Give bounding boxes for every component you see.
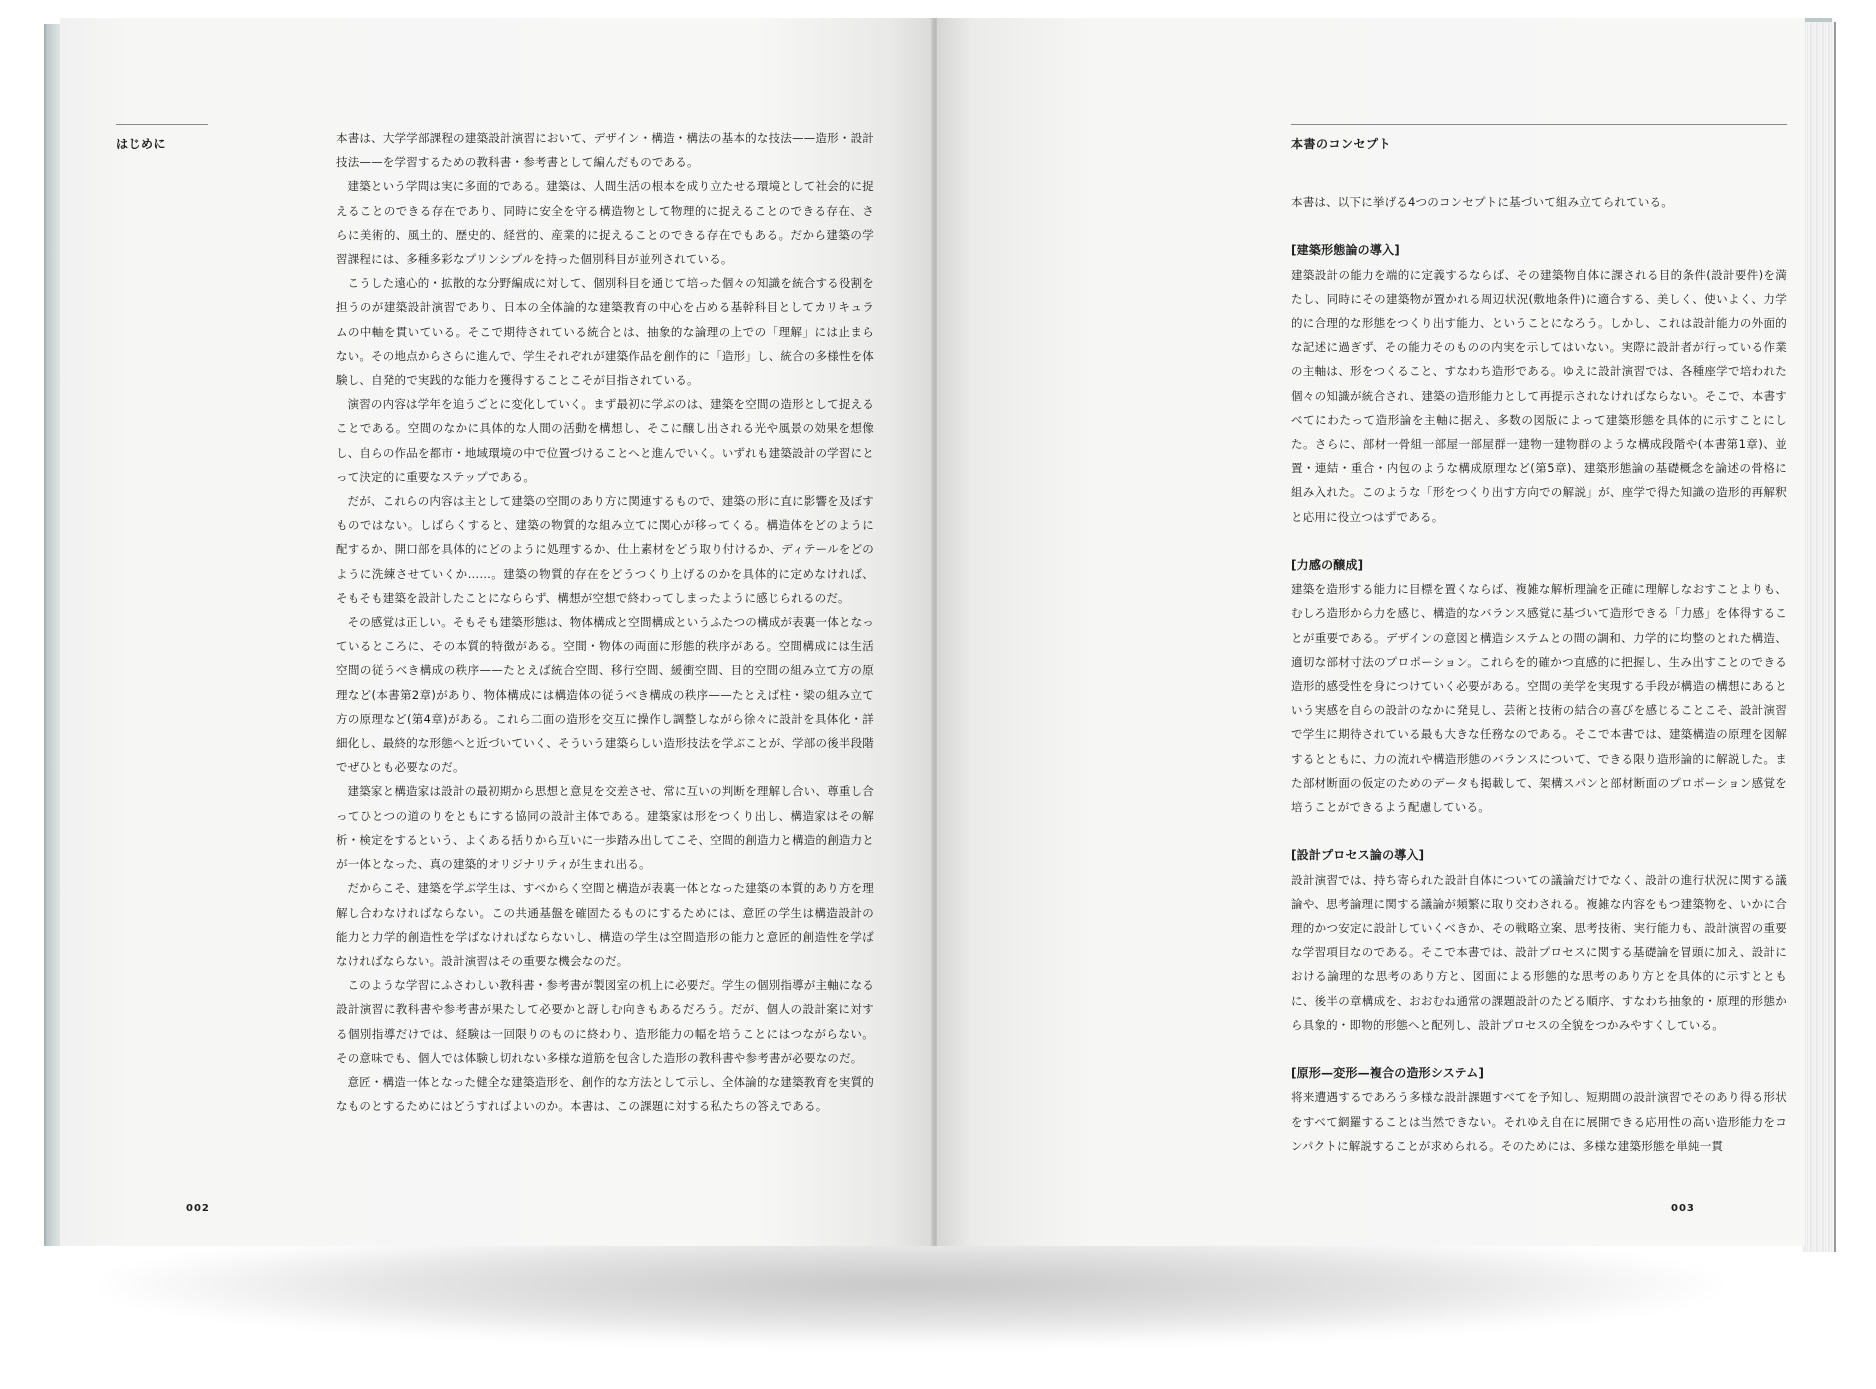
paragraph: 建築家と構造家は設計の最初期から思想と意見を交差させ、常に互いの判断を理解し合い、尊重し合ってひとつの道のりをともにする協同の設計主体である。建築家は形をつくり出し、構造家はその解析・検定をするという、よくある括りから互いに一歩踏み出してこそ、空間的創造力と構造的創造力とが一体となった、真の建築的オリジナリティが生まれ出る。: [336, 784, 874, 872]
section-text: 設計演習では、持ち寄られた設計自体についての議論だけでなく、設計の進行状況に関する議論や、思考論理に関する議論が頻繁に取り交わされる。複雑な内容をもつ建築物を、いかに合理的かつ安定に設計していくべきか、その戦略立案、思考技術、実行能力も、設計演習の重要な学習項目なのである。そこで本書では、設計プロセスに関する基礎論を冒頭に加え、設計における論理的な思考のあり方と、図面による形態的な思考のあり方とを具体的に示すとともに、後半の章構成を、おおむね通常の課題設計のたどる順序、すなわち抽象的・原理的形態から具象的・即物的形態へと配列し、設計プロセスの全貌をつかみやすくしている。: [1291, 872, 1787, 1032]
page-number: 003: [1671, 1203, 1695, 1214]
body-text: [1291, 190, 1787, 1158]
section-title: [原形—変形—複合の造形システム]: [1291, 1066, 1485, 1081]
paragraph: だからこそ、建築を学ぶ学生は、すべからく空間と構造が表裏一体となった建築の本質的あり方を理解し合わなければならない。この共通基盤を確固たるものにするためには、意匠の学生は構造設計の能力と力学的創造性を学ばなければならないし、構造の学生は空間造形の能力と意匠的創造性を学ばなければならない。設計演習はその重要な機会なのだ。: [336, 881, 874, 968]
left-page: [60, 18, 935, 1246]
section-title: [建築形態論の導入]: [1291, 243, 1400, 258]
body-text: [336, 126, 874, 1118]
heading-rule: [116, 124, 208, 125]
paragraph: このような学習にふさわしい教科書・参考書が製図室の机上に必要だ。学生の個別指導が主軸になる設計演習に教科書や参考書が果たして必要かと訝しむ向きもあるだろう。だが、個人の設計案に対する個別指導だけでは、経験は一回限りのものに終わり、造形能力の幅を培うことにはつながらない。その意味でも、個人では体験し切れない多様な道筋を包含した造形の教科書や参考書が必要なのだ。: [336, 978, 874, 1065]
section-title: [力感の醸成]: [1291, 558, 1364, 573]
section-title: [設計プロセス論の導入]: [1291, 848, 1425, 863]
paragraph: だが、これらの内容は主として建築の空間のあり方に関連するもので、建築の形に直に影響を及ぼすものではない。しばらくすると、建築の物質的な組み立てに関心が移ってくる。構造体をどのように配するか、開口部を具体的にどのように処理するか、仕上素材をどう取り付けるか、ディテールをどのように洗練させていくか……。建築の物質的存在をどうつくり上げるのかを具体的に定めなければ、そもそも建築を設計したことになららず、構想が空想で終わってしまったように感じられるのだ。: [336, 494, 874, 605]
paragraph: 演習の内容は学年を追うごとに変化していく。まず最初に学ぶのは、建築を空間の造形として捉えることである。空間のなかに具体的な人間の活動を構想し、そこに醸し出される光や風景の効果を想像し、自らの作品を都市・地域環境の中で位置づけることへと進んでいく。いずれも建築設計の学習にとって決定的に重要なステップである。: [336, 397, 874, 484]
paragraph: こうした遠心的・拡散的な分野編成に対して、個別科目を通じて培った個々の知識を統合する役割を担うのが建築設計演習であり、日本の全体論的な建築教育の中心を占める基幹科目としてカリキュラムの中軸を貫いている。そこで期待されている統合とは、抽象的な論理の上での「理解」には止まらない。その地点からさらに進んで、学生それぞれが建築作品を創作的に「造形」し、統合の多様性を体験し、自発的で実践的な能力を獲得することこそが目指されている。: [336, 276, 874, 388]
section-text: 将来遭遇するであろう多様な設計課題すべてを予知し、短期間の設計演習でそのあり得る形状をすべて網羅することは当然できない。それゆえ自在に展開できる応用性の高い造形能力をコンパクトに解説することが求められる。そのためには、多様な建築形態を単純一貫: [1291, 1090, 1787, 1153]
paragraph: 本書は、大学学部課程の建築設計演習において、デザイン・構造・構法の基本的な技法——造形・設計技法——を学習するための教科書・参考書として編んだものである。: [336, 131, 874, 170]
page-stack-edge: [1802, 22, 1836, 1252]
page-heading: 本書のコンセプト: [1291, 137, 1392, 151]
page-number: 002: [186, 1203, 210, 1214]
section-text: 建築を造形する能力に目標を置くならば、複雑な解析理論を正確に理解しなおすことよりも、むしろ造形から力を感じ、構造的なバランス感覚に基づいて造形できる「力感」を体得することが重要である。デザインの意図と構造システムとの間の調和、力学的に均整のとれた構造、適切な部材寸法のプロポーション。これらを的確かつ直感的に把握し、生み出すことのできる造形的感受性を身につけていく必要がある。空間の美学を実現する手段が構造の構想にあるという実感を自らの設計のなかに発見し、芸術と技術の結合の喜びを感じることこそ、設計演習で学生に期待されている最も大きな任務なのである。そこで本書では、建築構造の原理を図解するとともに、力の流れや構造形態のバランスについて、できる限り造形論的に解説した。また部材断面の仮定のためのデータも掲載して、架構スパンと部材断面のプロポーション感覚を培うことができるよう配慮している。: [1291, 582, 1787, 815]
book-spread: [44, 18, 1834, 1246]
heading-rule: [1291, 124, 1787, 125]
right-page: [937, 18, 1805, 1246]
paragraph: 建築という学問は実に多面的である。建築は、人間生活の根本を成り立たせる環境として社会的に捉えることのできる存在であり、同時に安全を守る構造物として物理的に捉えることのできる存在、さらに美術的、風土的、歴史的、経営的、産業的に捉えることのできる存在でもある。だから建築の学習課程には、多種多彩なプリンシプルを持った個別科目が並列されている。: [336, 179, 874, 267]
section-text: 建築設計の能力を端的に定義するならば、その建築物自体に課される目的条件(設計要件)を満たし、同時にその建築物が置かれる周辺状況(敷地条件)に適合する、美しく、使いよく、力学的に合理的な形態をつくり出す能力、ということになろう。しかし、これは設計能力の外面的な記述に過ぎず、その能力そのものの内実を示してはいない。実際に設計者が行っている作業の主軸は、形をつくること、すなわち造形である。ゆえに設計演習では、各種座学で培われた個々の知識が統合され、建築の造形能力として再提示されなければならない。そこで、本書すべてにわたって造形論を主軸に据え、多数の図版によって建築形態を具体的に示すことにした。さらに、部材一骨組一部屋一部屋群一建物一建物群のような構成段階や(本書第1章)、並置・連結・重合・内包のような構成原理など(第5章)、建築形態論の基礎概念を論述の骨格に組み入れた。このような「形をつくり出す方向での解説」が、座学で得た知識の造形的再解釈と応用に役立つはずである。: [1291, 267, 1787, 524]
paragraph: 意匠・構造一体となった健全な建築造形を、創作的な方法として示し、全体論的な建築教育を実質的なものとするためにはどうすればよいのか。本書は、この課題に対する私たちの答えである。: [336, 1074, 874, 1114]
intro-paragraph: 本書は、以下に挙げる4つのコンセプトに基づいて組み立てられている。: [1291, 195, 1673, 209]
paragraph: その感覚は正しい。そもそも建築形態は、物体構成と空間構成というふたつの構成が表裏一体となっているところに、その本質的特徴がある。空間・物体の両面に形態的秩序がある。空間構成には生活空間の従うべき構成の秩序——たとえば統合空間、移行空間、緩衝空間、目的空間の組み立て方の原理など(本書第2章)があり、物体構成には構造体の従うべき構成の秩序——たとえば柱・梁の組み立て方の原理など(第4章)がある。これら二面の造形を交互に操作し調整しながら徐々に設計を具体化・詳細化し、最終的な形態へと近づいていく、そういう建築らしい造形技法を学ぶことが、学部の後半段階でぜひとも必要なのだ。: [336, 615, 874, 775]
page-heading: はじめに: [116, 137, 167, 151]
